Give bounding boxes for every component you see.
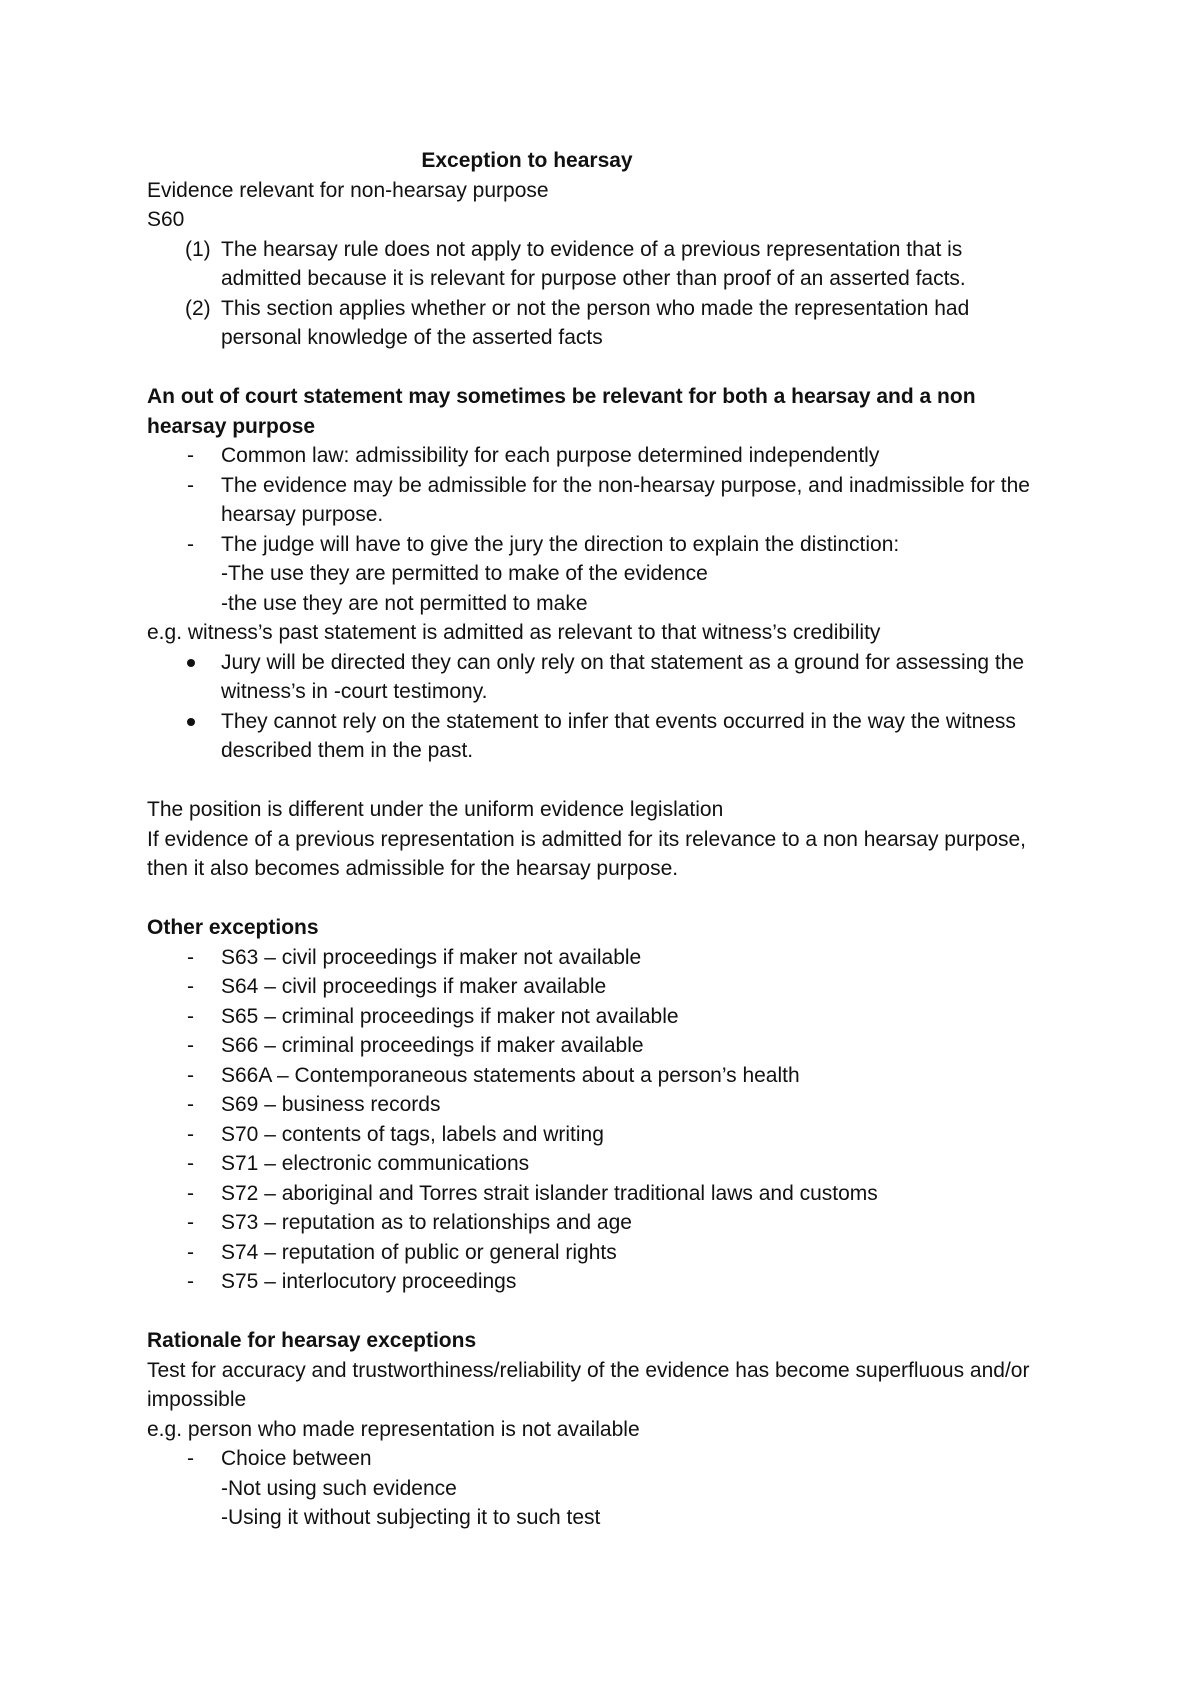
other-exceptions-heading: Other exceptions	[147, 916, 319, 939]
dash-marker: -	[187, 975, 194, 998]
exception-text: S75 – interlocutory proceedings	[221, 1270, 517, 1293]
dash-marker: -	[187, 1270, 194, 1293]
exception-item	[147, 1120, 1047, 1150]
item-number: (2)	[185, 296, 211, 320]
exception-item	[147, 1238, 1047, 1268]
intro-heading: Evidence relevant for non-hearsay purpose	[147, 178, 549, 202]
document-body	[147, 146, 1047, 1533]
list-item-text: The judge will have to give the jury the direction to explain the distinction:	[221, 532, 900, 556]
section-label: S60	[147, 208, 185, 231]
spacer	[147, 884, 1047, 914]
exception-text: S63 – civil proceedings if maker not available	[221, 945, 642, 969]
bullet-item	[147, 648, 1047, 707]
dash-marker: -	[187, 1181, 194, 1205]
sub-line: -Using it without subjecting it to such test	[221, 1506, 601, 1529]
spacer	[147, 766, 1047, 796]
exception-text: S69 – business records	[221, 1093, 441, 1116]
numbered-item	[147, 235, 1047, 294]
page-title: Exception to hearsay	[421, 149, 633, 172]
dash-marker: -	[187, 1447, 194, 1470]
exception-text: S74 – reputation of public or general rights	[221, 1240, 617, 1264]
exception-item	[147, 1267, 1047, 1297]
spacer	[147, 1297, 1047, 1327]
sub-line: -The use they are permitted to make of the evidence	[221, 562, 708, 585]
uniform-line-1: The position is different under the uniform evidence legislation	[147, 798, 724, 821]
dash-marker: -	[187, 1211, 194, 1234]
exception-item	[147, 1031, 1047, 1061]
exception-item	[147, 943, 1047, 973]
exception-item	[147, 972, 1047, 1002]
item-text: This section applies whether or not the person who made the representation had personal knowledge of the asserted facts	[221, 296, 970, 349]
rationale-example: e.g. person who made representation is not available	[147, 1417, 640, 1441]
uniform-line-2: If evidence of a previous representation is admitted for its relevance to a non hearsay purpose, then it also becomes admissible for the hearsay purpose.	[147, 827, 1027, 880]
rationale-line: Test for accuracy and trustworthiness/reliability of the evidence has become superfluous and/or impossible	[147, 1358, 1030, 1411]
sub-line: -Not using such evidence	[221, 1476, 457, 1500]
exception-text: S65 – criminal proceedings if maker not available	[221, 1004, 679, 1028]
exception-item	[147, 1179, 1047, 1209]
dash-marker: -	[187, 1063, 194, 1087]
dash-marker: -	[187, 1093, 194, 1116]
rationale-heading: Rationale for hearsay exceptions	[147, 1329, 477, 1352]
exception-text: S66 – criminal proceedings if maker available	[221, 1034, 644, 1057]
dash-marker: -	[187, 473, 194, 497]
bullet-text: They cannot rely on the statement to infer that events occurred in the way the witness described them in the past.	[221, 709, 1016, 762]
bullet-icon	[187, 659, 195, 667]
exception-item	[147, 1208, 1047, 1238]
list-item	[147, 1444, 1047, 1474]
numbered-item	[147, 294, 1047, 353]
dash-marker: -	[187, 532, 194, 556]
dash-marker: -	[187, 1240, 194, 1264]
dual-purpose-heading: An out of court statement may sometimes be relevant for both a hearsay and a non hearsay purpose	[147, 385, 976, 438]
list-item-text: Choice between	[221, 1447, 372, 1470]
exception-item	[147, 1090, 1047, 1120]
exception-text: S71 – electronic communications	[221, 1152, 530, 1175]
dash-marker: -	[187, 1034, 194, 1057]
exception-text: S73 – reputation as to relationships and age	[221, 1211, 632, 1234]
exception-text: S66A – Contemporaneous statements about a person’s health	[221, 1063, 800, 1087]
exception-item	[147, 1149, 1047, 1179]
sub-line: -the use they are not permitted to make	[221, 591, 588, 615]
exception-text: S64 – civil proceedings if maker available	[221, 975, 607, 998]
list-item	[147, 441, 1047, 471]
list-item	[147, 471, 1047, 530]
item-number: (1)	[185, 237, 211, 261]
exception-item	[147, 1002, 1047, 1032]
dash-marker: -	[187, 1004, 194, 1028]
exception-item	[147, 1061, 1047, 1091]
list-item-text: Common law: admissibility for each purpose determined independently	[221, 444, 880, 467]
dash-marker: -	[187, 1152, 194, 1175]
dash-marker: -	[187, 1122, 194, 1146]
bullet-text: Jury will be directed they can only rely on that statement as a ground for assessing the witness’s in -court testimony.	[221, 650, 1025, 703]
exception-text: S70 – contents of tags, labels and writing	[221, 1122, 604, 1146]
dash-marker: -	[187, 444, 194, 467]
example-line: e.g. witness’s past statement is admitted as relevant to that witness’s credibility	[147, 621, 881, 644]
bullet-icon	[187, 718, 195, 726]
item-text: The hearsay rule does not apply to evidence of a previous representation that is admitted because it is relevant for purpose other than proof of an asserted facts.	[221, 237, 966, 290]
exception-text: S72 – aboriginal and Torres strait islander traditional laws and customs	[221, 1181, 878, 1205]
bullet-item	[147, 707, 1047, 766]
list-item-text: The evidence may be admissible for the non-hearsay purpose, and inadmissible for the hearsay purpose.	[221, 473, 1030, 526]
exceptions-list	[147, 943, 1047, 1297]
list-item	[147, 530, 1047, 560]
spacer	[147, 353, 1047, 383]
dash-marker: -	[187, 945, 194, 969]
